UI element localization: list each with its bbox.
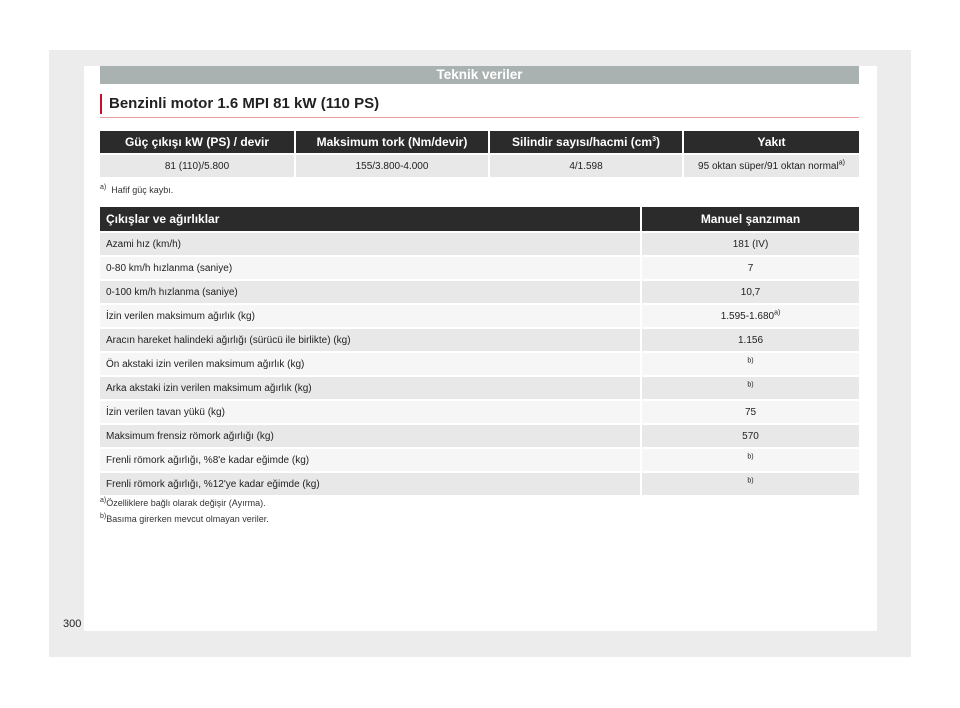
col-header-fuel: Yakıt xyxy=(684,131,859,153)
cell-power: 81 (110)/5.800 xyxy=(100,155,294,177)
row-value xyxy=(642,329,859,351)
footnote-a xyxy=(100,495,269,511)
row-label: Frenli römork ağırlığı, %8'e kadar eğimde (kg) xyxy=(100,449,640,471)
cell-fuel-text: 95 oktan süper/91 oktan normal xyxy=(698,160,839,172)
row-value xyxy=(642,353,859,375)
row-value-text: 1.156 xyxy=(737,334,764,346)
row-value xyxy=(642,425,859,447)
footnote-mark: b) xyxy=(100,513,107,520)
row-label: Frenli römork ağırlığı, %12'ye kadar eğimde (kg) xyxy=(100,473,640,495)
table-row xyxy=(100,233,859,255)
table-row xyxy=(100,473,859,495)
table-row xyxy=(100,377,859,399)
row-label: Ön akstaki izin verilen maksimum ağırlık (kg) xyxy=(100,353,640,375)
col-header-outputs: Çıkışlar ve ağırlıklar xyxy=(100,207,640,231)
footnote-power-loss xyxy=(100,185,173,195)
row-value xyxy=(642,377,859,399)
row-value xyxy=(642,449,859,471)
row-value-sup: a) xyxy=(774,309,781,317)
table-row xyxy=(100,401,859,423)
table-row xyxy=(100,305,859,327)
row-label: 0-80 km/h hızlanma (saniye) xyxy=(100,257,640,279)
cell-fuel-sup: a) xyxy=(838,159,845,167)
col-header-cylinders-suffix: ) xyxy=(655,135,660,149)
section-title xyxy=(100,92,859,118)
row-label: Maksimum frensiz römork ağırlığı (kg) xyxy=(100,425,640,447)
row-value-sup: b) xyxy=(747,357,754,365)
row-value-sup: b) xyxy=(747,477,754,485)
col-header-manual: Manuel şanzıman xyxy=(642,207,859,231)
row-label: 0-100 km/h hızlanma (saniye) xyxy=(100,281,640,303)
row-value xyxy=(642,401,859,423)
row-label: Arka akstaki izin verilen maksimum ağırlık (kg) xyxy=(100,377,640,399)
row-label: İzin verilen maksimum ağırlık (kg) xyxy=(100,305,640,327)
col-header-cylinders xyxy=(490,131,682,153)
footnotes xyxy=(100,495,269,527)
row-value-text: 181 (IV) xyxy=(732,238,769,250)
engine-table-header xyxy=(100,131,859,153)
row-value xyxy=(642,281,859,303)
table-row xyxy=(100,449,859,471)
perf-table-header xyxy=(100,207,859,231)
row-value xyxy=(642,233,859,255)
col-header-power: Güç çıkışı kW (PS) / devir xyxy=(100,131,294,153)
footnote-text: Özelliklere bağlı olarak değişir (Ayırma). xyxy=(106,498,266,508)
cell-fuel xyxy=(684,155,859,177)
engine-spec-table xyxy=(98,129,861,179)
table-row xyxy=(100,329,859,351)
col-header-cylinders-text: Silindir sayısı/hacmi (cm xyxy=(512,135,653,149)
row-value-text: 10,7 xyxy=(740,286,761,298)
footnote-text: Basıma girerken mevcut olmayan veriler. xyxy=(106,514,269,524)
row-label: Aracın hareket halindeki ağırlığı (sürücü ile birlikte) (kg) xyxy=(100,329,640,351)
row-label: İzin verilen tavan yükü (kg) xyxy=(100,401,640,423)
performance-table xyxy=(98,205,861,497)
row-value xyxy=(642,257,859,279)
footnote-text: Hafif güç kaybı. xyxy=(111,185,174,195)
col-header-torque: Maksimum tork (Nm/devir) xyxy=(296,131,488,153)
table-row xyxy=(100,425,859,447)
row-value-text: 75 xyxy=(744,406,757,418)
row-value-text: 7 xyxy=(747,262,754,274)
table-row xyxy=(100,353,859,375)
row-value-sup: b) xyxy=(747,453,754,461)
footnote-mark: a) xyxy=(100,497,107,504)
row-value-sup: b) xyxy=(747,381,754,389)
row-label: Azami hız (km/h) xyxy=(100,233,640,255)
col-header-cylinders-sup: 3 xyxy=(652,136,656,143)
chapter-header: Teknik veriler xyxy=(100,66,859,84)
section-title-text: Benzinli motor 1.6 MPI 81 kW (110 PS) xyxy=(109,95,380,112)
page-number: 300 xyxy=(63,618,82,630)
footnote-mark: a) xyxy=(100,184,107,191)
engine-table-row xyxy=(100,155,859,177)
row-value-text: 1.595-1.680 xyxy=(720,310,775,322)
cell-torque: 155/3.800-4.000 xyxy=(296,155,488,177)
row-value xyxy=(642,305,859,327)
title-accent-bar xyxy=(100,94,102,114)
table-row xyxy=(100,281,859,303)
row-value-text: 570 xyxy=(742,430,759,442)
cell-cylinders: 4/1.598 xyxy=(490,155,682,177)
footnote-b xyxy=(100,511,269,527)
row-value xyxy=(642,473,859,495)
table-row xyxy=(100,257,859,279)
